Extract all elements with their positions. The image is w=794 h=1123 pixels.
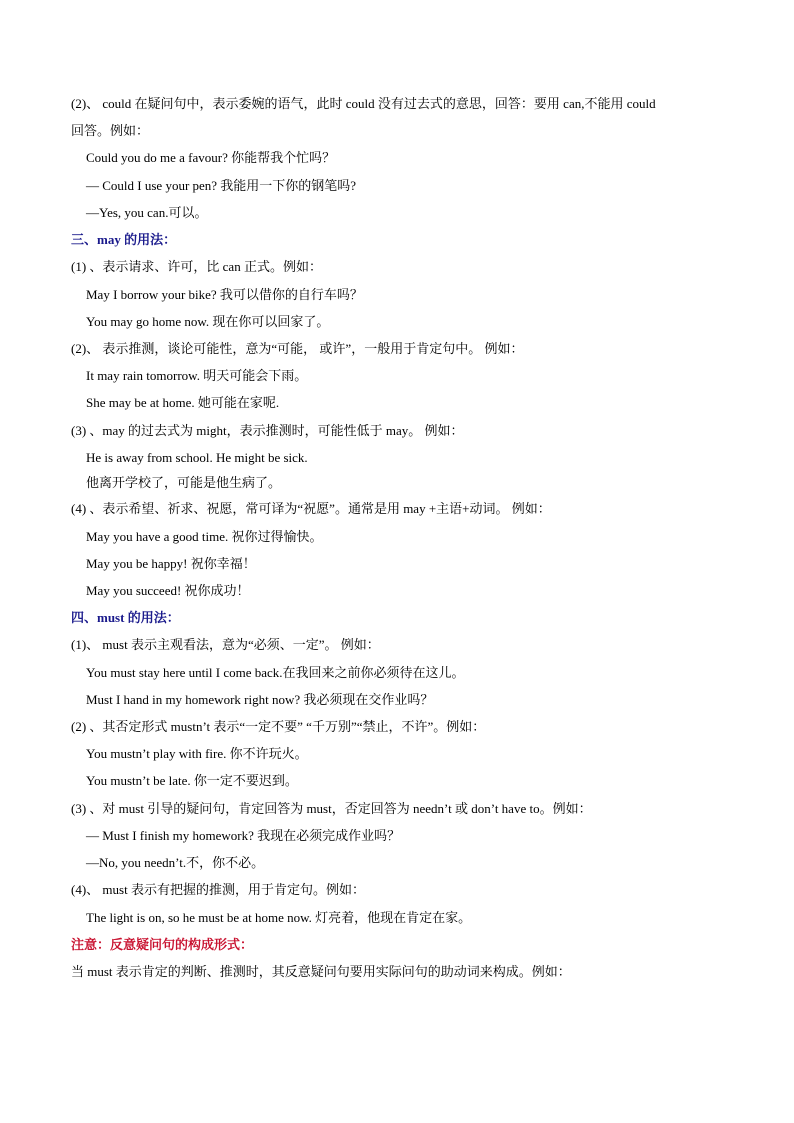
example-line: May you be happy! 祝你幸福！ [86,556,256,571]
example-line: 他离开学校了，可能是他生病了。 [86,475,282,490]
example-line: — Must I finish my homework? 我现在必须完成作业吗？ [86,828,401,843]
example-line: You may go home now. 现在你可以回家了。 [86,314,330,329]
example-line: You must stay here until I come back.在我回来之前你必须待在这儿。 [86,665,465,680]
example-line: —No, you needn’t.不，你不必。 [86,855,265,870]
paragraph-must-3: (3) 、对 must 引导的疑问句，肯定回答为 must，否定回答为 needn’t 或 don’t have to。例如： [71,801,592,816]
note-heading: 注意：反意疑问句的构成形式： [71,937,254,952]
paragraph-could-polite: (2)、 could 在疑问句中，表示委婉的语气，此时 could 没有过去式的意思，回答：要用 can,不能用 could [71,96,656,111]
example-line: You mustn’t play with fire. 你不许玩火。 [86,746,308,761]
note-paragraph: 当 must 表示肯定的判断、推测时，其反意疑问句要用实际问句的助动词来构成。例如： [71,964,571,979]
example-line: —Yes, you can.可以。 [86,205,208,220]
paragraph-could-polite-cont: 回答。例如： [71,123,150,138]
example-line: May I borrow your bike? 我可以借你的自行车吗？ [86,287,363,302]
paragraph-must-2: (2) 、其否定形式 mustn’t 表示“一定不要” “千万别”“禁止，不许”。例如： [71,719,486,734]
example-line: — Could I use your pen? 我能用一下你的钢笔吗? [86,178,357,193]
example-line: May you have a good time. 祝你过得愉快。 [86,529,323,544]
example-line: You mustn’t be late. 你一定不要迟到。 [86,773,298,788]
section-heading-must: 四、must 的用法： [71,610,180,625]
paragraph-may-1: (1) 、表示请求、许可，比 can 正式。例如： [71,259,322,274]
paragraph-must-1: (1)、 must 表示主观看法，意为“必须、一定”。 例如： [71,637,380,652]
example-line: The light is on, so he must be at home now. 灯亮着，他现在肯定在家。 [86,910,472,925]
example-line: Must I hand in my homework right now? 我必须现在交作业吗？ [86,692,434,707]
section-heading-may: 三、may 的用法： [71,232,177,247]
example-line: May you succeed! 祝你成功！ [86,583,250,598]
example-line: Could you do me a favour? 你能帮我个忙吗？ [86,150,336,165]
paragraph-may-3: (3) 、may 的过去式为 might，表示推测时，可能性低于 may。 例如： [71,423,464,438]
example-line: She may be at home. 她可能在家呢. [86,395,280,410]
paragraph-may-2: (2)、 表示推测，谈论可能性，意为“可能， 或许”，一般用于肯定句中。 例如： [71,341,524,356]
paragraph-must-4: (4)、 must 表示有把握的推测，用于肯定句。例如： [71,882,365,897]
example-line: It may rain tomorrow. 明天可能会下雨。 [86,368,308,383]
paragraph-may-4: (4) 、表示希望、祈求、祝愿，常可译为“祝愿”。通常是用 may +主语+动词。 例如： [71,501,551,516]
example-line: He is away from school. He might be sick. [86,450,308,465]
